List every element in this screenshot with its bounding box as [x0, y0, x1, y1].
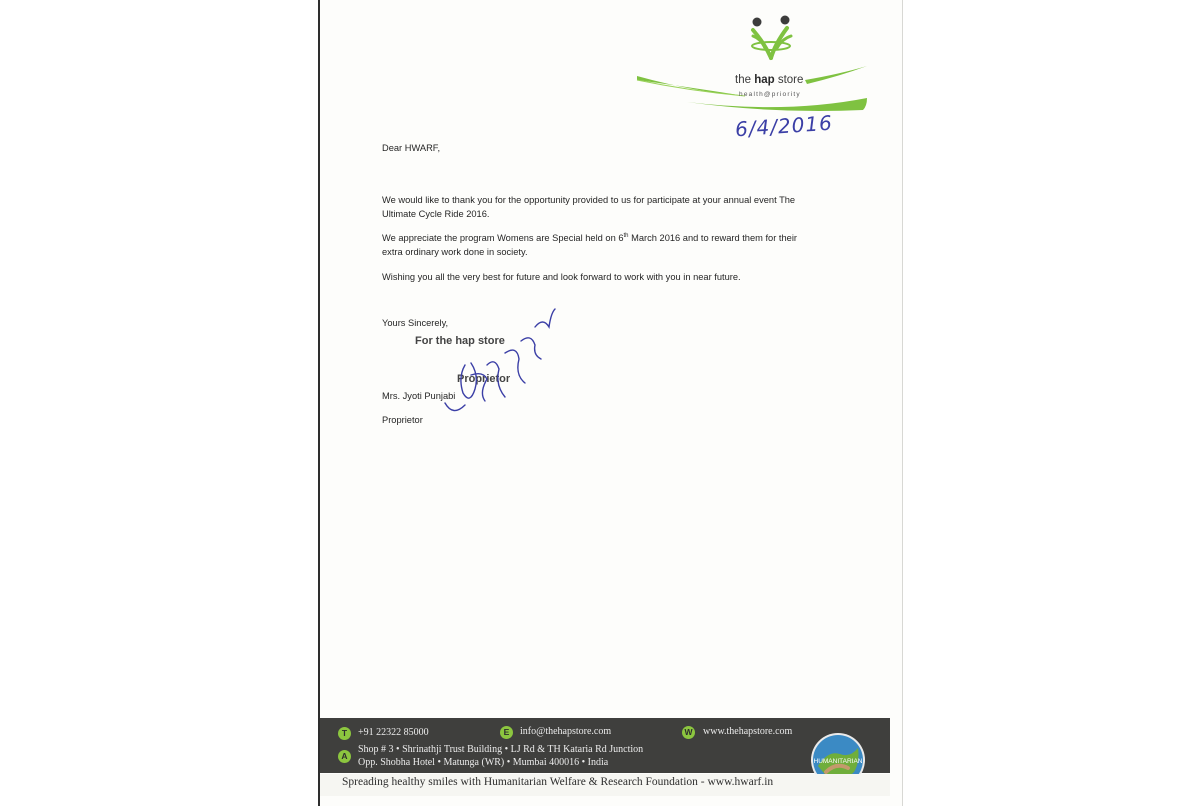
phone-icon: T	[338, 727, 351, 740]
hap-store-logo	[635, 14, 870, 114]
footer-address-line1: Shop # 3 • Shrinathji Trust Building • LJ Rd & TH Kataria Rd Junction	[358, 744, 644, 755]
salutation: Dear HWARF,	[382, 143, 441, 153]
email-icon: E	[500, 726, 513, 739]
footer-phone: +91 22322 85000	[358, 727, 429, 738]
handwritten-date: 6/4/2016	[734, 110, 834, 142]
address-icon: A	[338, 750, 351, 763]
paragraph-appreciation: We appreciate the program Womens are Special held on 6th March 2016 and to reward them for their extra ordinary work done in society.	[382, 233, 797, 258]
footer-tagline: Spreading healthy smiles with Humanitarian Welfare & Research Foundation - www.hwarf.in	[342, 776, 774, 788]
letter-page	[318, 0, 903, 806]
brand-name: the hap store	[735, 74, 804, 86]
brand-tagline: health@priority	[739, 91, 801, 98]
footer-website[interactable]: www.thehapstore.com	[703, 726, 793, 737]
company-stamp-line: For the hap store	[415, 335, 505, 347]
footer-email[interactable]: info@thehapstore.com	[520, 726, 612, 737]
website-icon: W	[682, 726, 695, 739]
paragraph-thanks: We would like to thank you for the opportunity provided to us for participate at your annual event The Ultimate Cycle Ride 2016.	[382, 195, 796, 219]
signer-title: Proprietor	[382, 415, 423, 425]
signer-name: Mrs. Jyoti Punjabi	[382, 391, 456, 401]
closing: Yours Sincerely,	[382, 318, 449, 328]
paragraph-wishes: Wishing you all the very best for future and look forward to work with you in near future.	[382, 272, 741, 282]
company-stamp-title: Proprietor	[457, 373, 511, 385]
hwarf-logo-text: HUMANITARIAN	[813, 758, 863, 765]
hap-store-emblem-icon	[635, 14, 870, 114]
footer-address-line2: Opp. Shobha Hotel • Matunga (WR) • Mumbai 400016 • India	[358, 757, 609, 768]
letterhead-footer	[320, 718, 890, 773]
